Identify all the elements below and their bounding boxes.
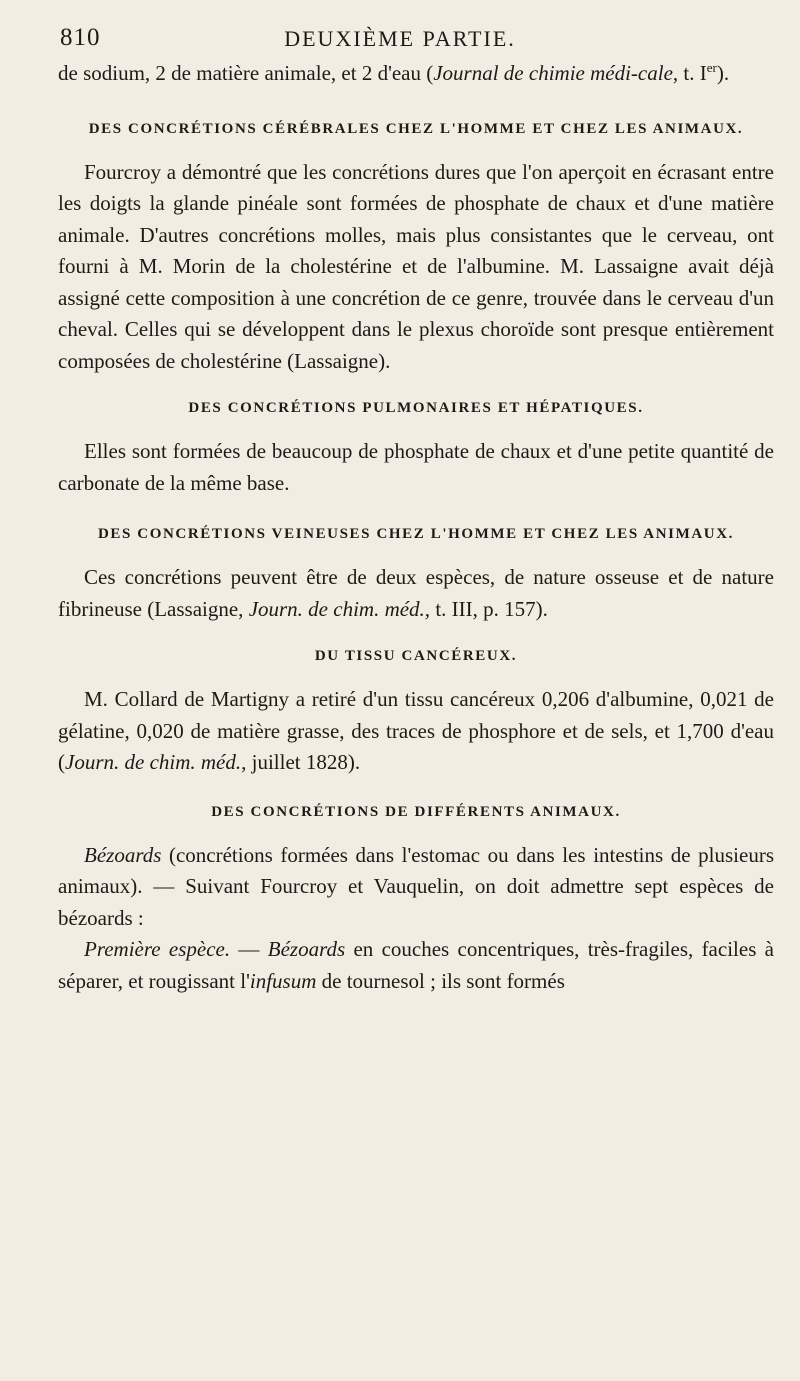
section-heading-pulmonaires: DES CONCRÉTIONS PULMONAIRES ET HÉPATIQUES. (188, 400, 644, 416)
page-header (60, 24, 740, 56)
text-run: (concrétions formées dans l'estomac ou dans les intestins de plusieurs animaux). — Suivant Fourcroy et Vauquelin, on doit admettre sept espèces de bézoards : (58, 842, 774, 930)
section-heading-animaux: DES CONCRÉTIONS DE DIFFÉRENTS ANIMAUX. (211, 803, 621, 820)
paragraph-cancereux (58, 684, 774, 779)
paragraph-pulmonaires: Elles sont formées de beaucoup de phosphate de chaux et d'une petite quantité de carbonate de la même base. (58, 439, 774, 495)
page-body (58, 58, 774, 997)
continuation-paragraph (58, 58, 774, 90)
term: Bézoards (267, 937, 346, 961)
paragraph-cerebrales: Fourcroy a démontré que les concrétions dures que l'on aperçoit en écrasant entre les doigts la glande pinéale sont formées de phosphate de chaux et d'une matière animale. D'autres concrétions molles, mais plus consistantes que le cerveau, ont fourni à M. Morin de la cholestérine et de l'albumine. M. Lassaigne avait déjà assigné cette composition à une concrétion de ce genre, trouvée dans le cerveau d'un cheval. Celles qui se développent dans le plexus choroïde sont presque entièrement composées de cholestérine (Lassaigne). (58, 159, 774, 373)
journal-reference: Journ. de chim. méd., (65, 750, 247, 774)
page-number: 810 (60, 24, 101, 51)
text-run: juillet 1828). (246, 750, 361, 774)
running-title: DEUXIÈME PARTIE. (284, 26, 516, 51)
superscript: er (706, 60, 717, 75)
paragraph-bezoards (58, 840, 774, 935)
text-run: de tournesol ; ils sont formés (316, 968, 565, 993)
section-heading-veineuses: DES CONCRÉTIONS VEINEUSES CHEZ L'HOMME ET CHEZ LES ANIMAUX. (97, 526, 735, 542)
section-heading-cancereux: DU TISSU CANCÉREUX. (314, 648, 518, 664)
text-run: en couches concentriques, très-fragiles, faciles à séparer, et rougissant l' (58, 937, 775, 993)
term: Première espèce. (84, 937, 231, 961)
journal-reference: Journ. de chim. méd., (248, 596, 431, 621)
text-run: de sodium, 2 de matière animale, et 2 d'eau ( (58, 61, 434, 85)
section-heading-cerebrales: DES CONCRÉTIONS CÉRÉBRALES CHEZ L'HOMME ET CHEZ LES ANIMAUX. (88, 120, 744, 137)
paragraph-premiere-espece (58, 934, 774, 997)
journal-reference: Journal de chimie médi-cale (433, 61, 673, 85)
paragraph-veineuses (58, 562, 774, 625)
text-run: Ces concrétions peuvent être de deux espèces, de nature osseuse et de nature fibrineuse (Lassaigne, (58, 565, 774, 621)
term: Bézoards (84, 842, 162, 867)
term: infusum (249, 968, 317, 993)
text-run: , t. I (672, 61, 707, 85)
text-run: ). (716, 61, 730, 85)
text-run: M. Collard de Martigny a retiré d'un tissu cancéreux 0,206 d'albumine, 0,021 de gélatine, 0,020 de matière grasse, des traces de phosphore et de sels, et 1,700 d'eau ( (58, 687, 774, 774)
text-run: — (230, 937, 268, 961)
text-run: t. III, p. 157). (430, 596, 548, 621)
